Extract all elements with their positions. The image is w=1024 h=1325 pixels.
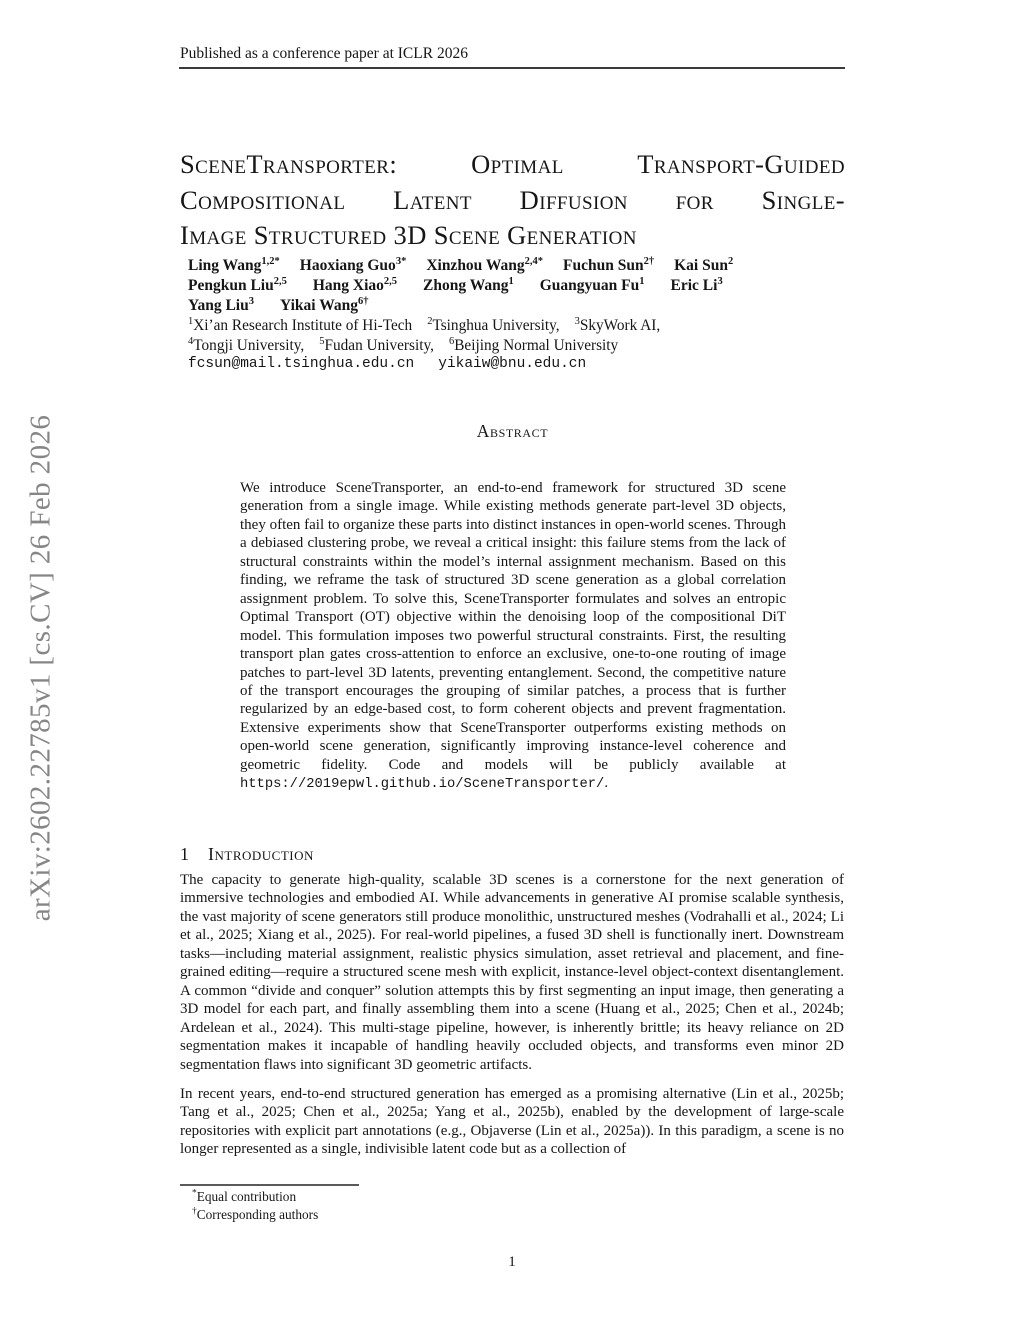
author-name: Xinzhou Wang$^{2,4*}$ — [426, 255, 544, 274]
affiliation-item: $^6$Beijing Normal University — [448, 335, 619, 354]
affiliation-row-2 — [188, 336, 848, 356]
paragraph-2: In recent years, end-to-end structured generation has emerged as a promising alternative (Lin et al., 2025b; Tang et al., 2025; Chen et al., 2025a; Yang et al., 2025b), enabled by the development of large-scale repositories with explicit part annotations (e.g., Objaverse (Lin et al., 2025a)). In this paradigm, a scene is no longer represented as a single, indivisible latent code but as a collection of — [180, 1085, 844, 1158]
author-name: Yikai Wang$^{6\dagger}$ — [280, 295, 369, 314]
page-number: 1 — [508, 1254, 516, 1270]
section-name: Introduction — [208, 843, 314, 864]
author-superscript: 3* — [395, 255, 407, 267]
affiliation-item: $^4$Tongji University, — [188, 335, 305, 354]
author-superscript: 2† — [643, 255, 655, 267]
author-superscript: 2,5 — [383, 275, 398, 287]
author-name: Ling Wang$^{1,2*}$ — [188, 255, 280, 274]
affiliation-superscript: 4 — [188, 335, 194, 347]
affiliation-item: $^2$Tsinghua University, — [427, 315, 560, 334]
title-line-1: SceneTransporter: Optimal Transport-Guided — [180, 148, 845, 179]
affiliation-item: $^5$Fudan University, — [319, 335, 434, 354]
author-name: Zhong Wang$^1$ — [423, 275, 514, 294]
author-superscript: 6† — [357, 295, 369, 307]
affiliation-superscript: 2 — [427, 315, 433, 327]
affiliation-superscript: 6 — [448, 335, 455, 347]
author-name: Kai Sun$^2$ — [674, 255, 734, 274]
author-name: Hang Xiao$^{2,5}$ — [312, 275, 398, 294]
affiliation-item: $^3$SkyWork AI, — [574, 315, 661, 334]
abstract-url-period: . — [604, 775, 609, 792]
author-superscript: 2 — [727, 255, 734, 267]
footnote-marker: * — [192, 1188, 197, 1199]
footnote-equal-contribution: *Equal contribution — [192, 1188, 297, 1204]
arxiv-watermark: arXiv:2602.22785v1 [cs.CV] 26 Feb 2026 — [24, 414, 57, 922]
abstract-url[interactable]: https://2019epwl.github.io/SceneTransporter/ — [240, 777, 605, 793]
affiliation-superscript: 3 — [574, 315, 580, 327]
author-superscript: 3 — [717, 275, 723, 287]
header-rule — [179, 67, 845, 69]
author-name: Haoxiang Guo$^{3*}$ — [299, 255, 407, 274]
author-superscript: 1 — [508, 275, 514, 287]
running-header: Published as a conference paper at ICLR 2026 — [180, 45, 468, 62]
section-heading-introduction — [180, 844, 314, 865]
author-superscript: 1,2* — [261, 255, 280, 267]
abstract-body — [240, 479, 786, 795]
authors-block — [188, 256, 848, 316]
paper-title — [180, 147, 845, 254]
section-number: 1 — [180, 843, 189, 864]
author-superscript: 1 — [639, 275, 645, 287]
author-superscript: 2,4* — [524, 255, 544, 267]
footnote-marker: † — [192, 1206, 197, 1217]
author-row-3 — [188, 296, 848, 316]
author-superscript: 2,5 — [273, 275, 287, 287]
author-row-2 — [188, 276, 848, 296]
affiliation-row-1 — [188, 316, 848, 336]
affiliations-block — [188, 316, 848, 356]
author-name: Guangyuan Fu$^1$ — [539, 275, 645, 294]
email-2: yikaiw@bnu.edu.cn — [438, 356, 587, 372]
footnotes-block — [180, 1188, 844, 1224]
title-line-2: Compositional Latent Diffusion for Single- — [180, 184, 845, 215]
title-line-3: Image Structured 3D Scene Generation — [180, 220, 637, 251]
author-row-1 — [188, 256, 848, 276]
author-name: Fuchun Sun$^{2\dagger}$ — [563, 255, 655, 274]
footnote-corresponding-authors: †Corresponding authors — [192, 1206, 319, 1222]
introduction-body — [180, 871, 844, 1159]
author-name: Yang Liu$^3$ — [188, 295, 254, 314]
author-name: Pengkun Liu$^{2,5}$ — [188, 275, 287, 294]
footnote-rule — [180, 1184, 359, 1186]
emails-block — [188, 356, 586, 372]
author-superscript: 3 — [248, 295, 254, 307]
abstract-heading: Abstract — [476, 421, 549, 441]
paragraph-1: The capacity to generate high-quality, scalable 3D scenes is a cornerstone for the next generation of immersive technologies and embodied AI. While advancements in generative AI promise scalable synthesis, the vast majority of scene generators still produce monolithic, unstructured meshes (Vodrahalli et al., 2024; Li et al., 2025; Xiang et al., 2025). For real-world pipelines, a fused 3D shell is functionally inert. Downstream tasks—including material assignment, realistic physics simulation, asset retrieval and placement, and fine-grained editing—require a structured scene mesh with explicit, instance-level object-context disentanglement. A common “divide and conquer” solution attempts this by first segmenting an input image, then generating a 3D model for each part, and finally assembling them into a scene (Huang et al., 2025; Chen et al., 2024b; Ardelean et al., 2024). This multi-stage pipeline, however, is inherently brittle; its heavy reliance on 2D segmentation makes it incapable of handling heavily occluded objects, and transforms even minor 2D segmentation flaws into significant 3D geometric artifacts. — [180, 872, 844, 1073]
email-1: fcsun@mail.tsinghua.edu.cn — [188, 356, 415, 372]
affiliation-superscript: 1 — [188, 315, 194, 327]
affiliation-item: $^1$Xi’an Research Institute of Hi-Tech — [188, 315, 413, 334]
abstract-text: We introduce SceneTransporter, an end-to-end framework for structured 3D scene generation from a single image. While existing methods generate part-level 3D objects, they often fail to organize these parts into distinct instances in open-world scenes. Through a debiased clustering probe, we reveal a critical insight: this failure stems from the lack of structural constraints within the model’s internal assignment mechanism. Based on this finding, we reframe the task of structured 3D scene generation as a global correlation assignment problem. To solve this, SceneTransporter formulates and solves an entropic Optimal Transport (OT) objective within the denoising loop of the compositional DiT model. This formulation imposes two powerful structural constraints. First, the resulting transport plan gates cross-attention to enforce an exclusive, one-to-one routing of image patches to part-level 3D latents, preventing entanglement. Second, the competitive nature of the transport encourages the grouping of similar patches, a process that is further regularized by an edge-based cost, to form coherent objects and prevent fragmentation. Extensive experiments show that SceneTransporter outperforms existing methods on open-world scene generation, significantly improving instance-level coherence and geometric fidelity. Code and models will be publicly available at — [240, 480, 786, 773]
author-name: Eric Li$^3$ — [670, 275, 723, 294]
affiliation-superscript: 5 — [319, 335, 325, 347]
